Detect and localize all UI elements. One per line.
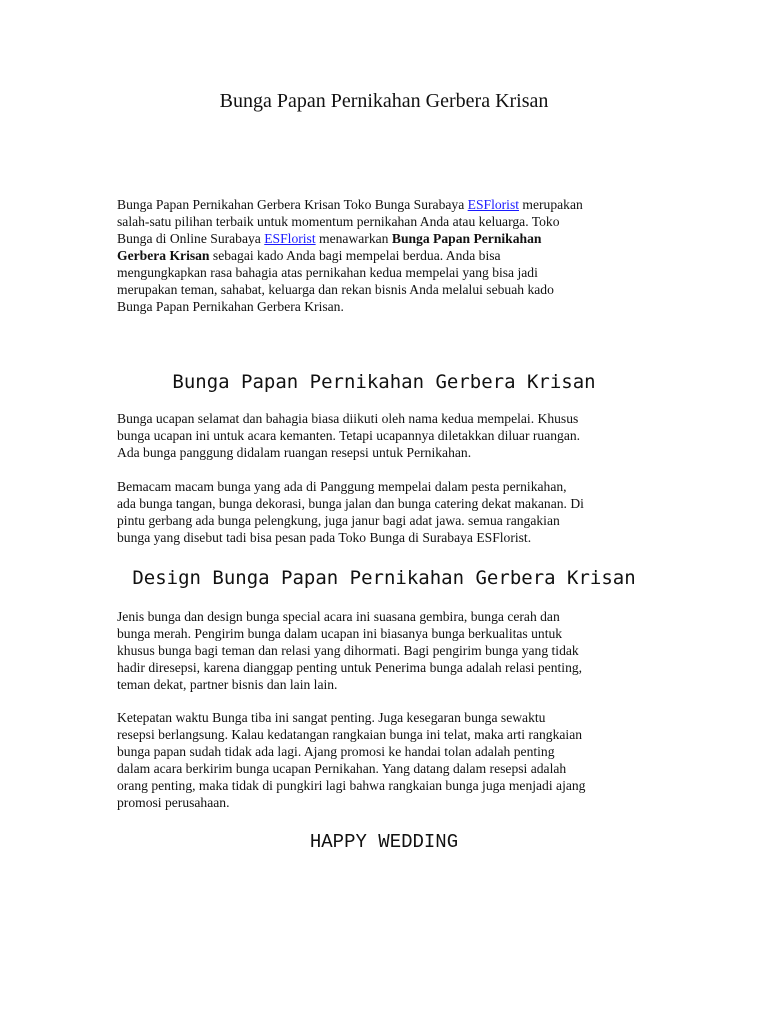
intro-text: merupakan <box>519 197 583 212</box>
paragraph-line: Ketepatan waktu Bunga tiba ini sangat penting. Juga kesegaran bunga sewaktu <box>117 710 546 725</box>
intro-text: menawarkan <box>315 231 392 246</box>
intro-text: Bunga Papan Pernikahan Gerbera Krisan Toko Bunga Surabaya <box>117 197 468 212</box>
paragraph-line: Bunga ucapan selamat dan bahagia biasa diikuti oleh nama kedua mempelai. Khusus <box>117 411 579 426</box>
paragraph-3 <box>117 478 657 546</box>
intro-line-7: Bunga Papan Pernikahan Gerbera Krisan. <box>117 299 344 314</box>
intro-text: Bunga di Online Surabaya <box>117 231 265 246</box>
esflorist-link[interactable]: ESFlorist <box>467 197 520 212</box>
intro-line-2: salah-satu pilihan terbaik untuk momentum pernikahan Anda atau keluarga. Toko <box>117 214 560 229</box>
intro-paragraph <box>117 196 657 315</box>
intro-bold-text: Bunga Papan Pernikahan <box>391 231 542 246</box>
intro-line-3 <box>117 230 657 247</box>
esflorist-link[interactable]: ESFlorist <box>264 231 316 246</box>
paragraph-2 <box>117 410 657 461</box>
intro-line-6: merupakan teman, sahabat, keluarga dan rekan bisnis Anda melalui sebuah kado <box>117 282 554 297</box>
paragraph-line: teman dekat, partner bisnis dan lain lain. <box>117 677 338 692</box>
section-heading-1: Bunga Papan Pernikahan Gerbera Krisan <box>172 371 596 393</box>
paragraph-line: Ada bunga panggung didalam ruangan resepsi untuk Pernikahan. <box>117 445 472 460</box>
intro-line-1 <box>117 196 657 213</box>
paragraph-line: orang penting, maka tidak di pungkiri lagi bahwa rangkaian bunga juga menjadi ajang <box>117 778 586 793</box>
intro-text: sebagai kado Anda bagi mempelai berdua. Anda bisa <box>209 248 501 263</box>
paragraph-line: bunga ucapan ini untuk acara kemanten. Tetapi ucapannya diletakkan diluar ruangan. <box>117 428 581 443</box>
paragraph-line: Jenis bunga dan design bunga special acara ini suasana gembira, bunga cerah dan <box>117 609 560 624</box>
paragraph-line: Bemacam macam bunga yang ada di Panggung mempelai dalam pesta pernikahan, <box>117 479 567 494</box>
paragraph-line: dalam acara berkirim bunga ucapan Pernikahan. Yang datang dalam resepsi adalah <box>117 761 567 776</box>
document-title: Bunga Papan Pernikahan Gerbera Krisan <box>219 90 549 112</box>
intro-line-4 <box>117 247 657 264</box>
paragraph-line: resepsi berlangsung. Kalau kedatangan rangkaian bunga ini telat, maka arti rangkaian <box>117 727 583 742</box>
paragraph-line: promosi perusahaan. <box>117 795 230 810</box>
paragraph-4 <box>117 608 657 693</box>
paragraph-line: ada bunga tangan, bunga dekorasi, bunga jalan dan bunga catering dekat makanan. Di <box>117 496 584 511</box>
paragraph-line: pintu gerbang ada bunga pelengkung, juga janur bagi adat jawa. semua rangakian <box>117 513 560 528</box>
paragraph-line: hadir diresepsi, karena dianggap penting untuk Penerima bunga adalah relasi penting, <box>117 660 583 675</box>
intro-bold-text: Gerbera Krisan <box>117 248 210 263</box>
closing-heading: HAPPY WEDDING <box>309 831 459 853</box>
paragraph-line: bunga yang disebut tadi bisa pesan pada Toko Bunga di Surabaya ESFlorist. <box>117 530 532 545</box>
intro-line-5: mengungkapkan rasa bahagia atas pernikahan kedua mempelai yang bisa jadi <box>117 265 538 280</box>
paragraph-line: khusus bunga bagi teman dan relasi yang dihormati. Bagi pengirim bunga yang tidak <box>117 643 579 658</box>
paragraph-line: bunga papan sudah tidak ada lagi. Ajang promosi ke handai tolan adalah penting <box>117 744 555 759</box>
paragraph-line: bunga merah. Pengirim bunga dalam ucapan ini biasanya bunga berkualitas untuk <box>117 626 563 641</box>
paragraph-5 <box>117 709 657 811</box>
section-heading-2: Design Bunga Papan Pernikahan Gerbera Krisan <box>132 567 636 589</box>
